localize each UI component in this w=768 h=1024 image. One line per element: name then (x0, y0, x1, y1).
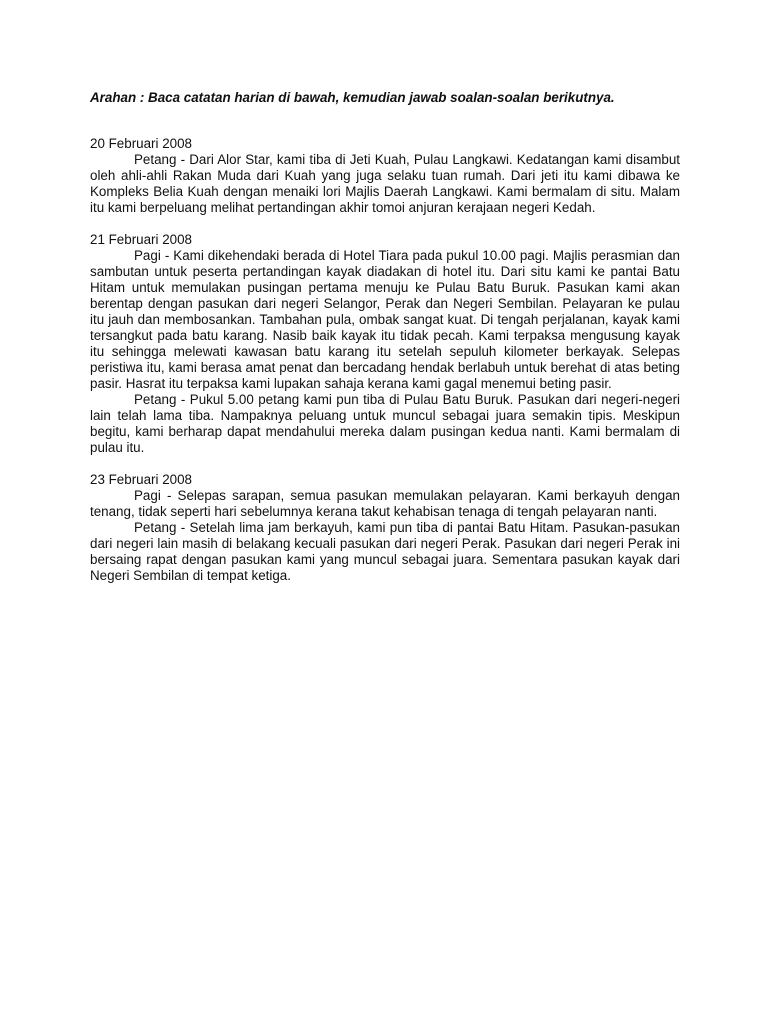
entry-date: 23 Februari 2008 (90, 472, 192, 487)
diary-entry (90, 136, 680, 216)
diary-entry (90, 232, 680, 456)
entry-paragraph: Petang - Pukul 5.00 petang kami pun tiba di Pulau Batu Buruk. Pasukan dari negeri-negeri lain telah lama tiba. Nampaknya peluang untuk muncul sebagai juara semakin tipis. Meskipun begitu, kami berharap dapat mendahului mereka dalam pusingan kedua nanti. Kami bermalam di pulau itu. (90, 392, 680, 455)
entry-paragraph: Pagi - Kami dikehendaki berada di Hotel Tiara pada pukul 10.00 pagi. Majlis perasmian dan sambutan untuk peserta pertandingan kayak diadakan di hotel itu. Dari situ kami ke pantai Batu Hitam untuk memulakan pusingan pertama menuju ke Pulau Batu Buruk. Pasukan kami akan berentap dengan pasukan dari negeri Selangor, Perak dan Negeri Sembilan. Pelayaran ke pulau itu jauh dan membosankan. Tambahan pula, ombak sangat kuat. Di tengah perjalanan, kayak kami tersangkut pada batu karang. Nasib baik kayak itu tidak pecah. Kami terpaksa mengusung kayak itu sehingga melewati kawasan batu karang itu setelah sepuluh kilometer berkayak. Selepas peristiwa itu, kami berasa amat penat dan bercadang hendak berlabuh untuk berehat di atas beting pasir. Hasrat itu terpaksa kami lupakan sahaja kerana kami gagal menemui beting pasir. (90, 248, 680, 391)
entry-date: 20 Februari 2008 (90, 136, 192, 151)
document-page (90, 90, 680, 600)
entry-paragraph: Pagi - Selepas sarapan, semua pasukan memulakan pelayaran. Kami berkayuh dengan tenang, tidak seperti hari sebelumnya kerana takut kehabisan tenaga di tengah pelayaran nanti. (90, 488, 680, 519)
entry-paragraph: Petang - Setelah lima jam berkayuh, kami pun tiba di pantai Batu Hitam. Pasukan-pasukan dari negeri lain masih di belakang kecuali pasukan dari negeri Perak. Pasukan dari negeri Perak ini bersaing rapat dengan pasukan kami yang muncul sebagai juara. Sementara pasukan kayak dari Negeri Sembilan di tempat ketiga. (90, 520, 680, 583)
entry-paragraph: Petang - Dari Alor Star, kami tiba di Jeti Kuah, Pulau Langkawi. Kedatangan kami disambut oleh ahli-ahli Rakan Muda dari Kuah yang juga selaku tuan rumah. Dari jeti itu kami dibawa ke Kompleks Belia Kuah dengan menaiki lori Majlis Daerah Langkawi. Kami bermalam di situ. Malam itu kami berpeluang melihat pertandingan akhir tomoi anjuran kerajaan negeri Kedah. (90, 152, 680, 215)
instruction-text: Arahan : Baca catatan harian di bawah, kemudian jawab soalan-soalan berikutnya. (90, 90, 615, 105)
entry-date: 21 Februari 2008 (90, 232, 192, 247)
diary-entry (90, 472, 680, 584)
